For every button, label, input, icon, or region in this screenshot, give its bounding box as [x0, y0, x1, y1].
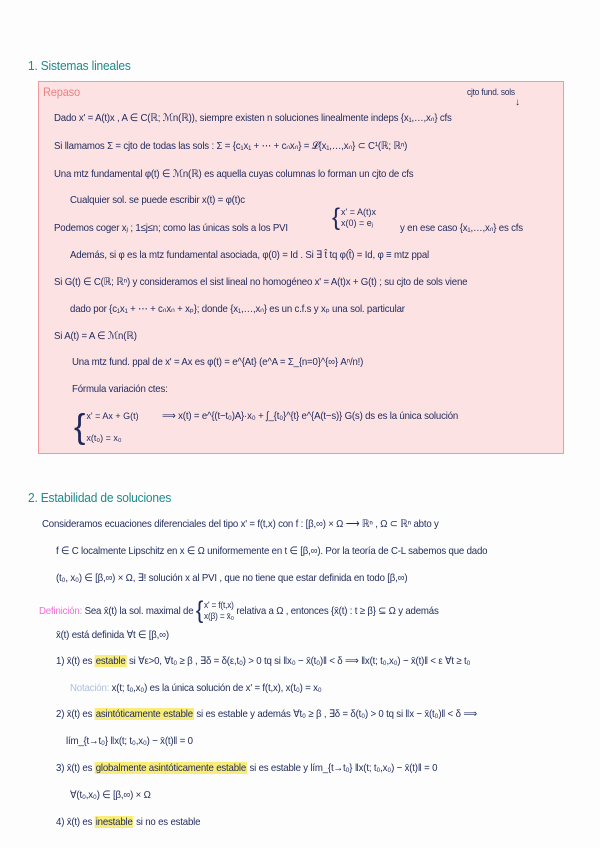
variation-system — [74, 405, 139, 449]
pvi-eq-2: x(0) = eⱼ — [341, 218, 374, 228]
intro-line-2: f ∈ C localmente Lipschitz en x ∈ Ω uniformemente en t ∈ [β,∞). Por la teoría de C-L sabemos que dado — [56, 545, 488, 557]
intro-line-3: (t₀, x₀) ∈ [β,∞) × Ω, ∃! solución x al PVI , que no tiene que estar definida en todo [β,∞) — [56, 572, 408, 584]
notation-line — [70, 682, 322, 694]
variation-formula: ⟹ x(t) = e^{(t−t₀)A}·x₀ + ∫_{t₀}^{t} e^{A(t−s)} G(s) ds es la única solución — [162, 410, 459, 422]
definition-line — [39, 599, 439, 623]
repaso-line-5b: y en ese caso {x₁,…,xₙ} es cfs — [400, 222, 523, 234]
variation-eq-1: x' = Ax + G(t) — [86, 411, 139, 421]
highlight-estable: estable — [95, 655, 126, 667]
repaso-line-7: Si G(t) ∈ C(ℝ; ℝⁿ) y consideramos el sist lineal no homogéneo x' = A(t)x + G(t) ; su cjto de sols viene — [54, 276, 468, 288]
highlight-globalmente-asintoticamente-estable: globalmente asintóticamente estable — [95, 762, 247, 774]
annotation-cjto-fund-sols: cjto fund. sols — [467, 87, 515, 97]
brace-icon: { — [332, 204, 341, 231]
arrow-down-icon: ↓ — [515, 97, 520, 108]
repaso-label: Repaso — [43, 85, 80, 99]
definition-text-after: relativa a Ω , entonces {x̄(t) : t ≥ β} ⊆ Ω y además — [236, 604, 439, 617]
section-title-estabilidad: 2. Estabilidad de soluciones — [28, 490, 172, 505]
item-3-rest: si es estable y lím_{t→t₀} ‖x(t; t₀,x₀) − x̄(t)‖ = 0 — [249, 762, 438, 774]
item-2-continuation: lím_{t→t₀} ‖x(t; t₀,x₀) − x̄(t)‖ = 0 — [66, 735, 193, 747]
highlight-inestable: inestable — [95, 816, 133, 828]
item-4-prefix: 4) x̄(t) es — [56, 816, 93, 828]
item-1-prefix: 1) x̄(t) es — [56, 655, 93, 667]
definition-text-before: Sea x̄(t) la sol. maximal de — [84, 604, 194, 617]
definition-label: Definición: — [39, 604, 83, 617]
pvi-eq-1: x' = A(t)x — [341, 207, 376, 217]
pvi-system — [332, 206, 376, 230]
repaso-line-9: Si A(t) = A ∈ ℳn(ℝ) — [54, 330, 137, 342]
item-3-prefix: 3) x̄(t) es — [56, 762, 93, 774]
repaso-line-8: dado por {c₁x₁ + ⋯ + cₙxₙ + xₚ}; donde {x₁,…,xₙ} es un c.f.s y xₚ una sol. particular — [70, 303, 405, 315]
item-3-continuation: ∀(t₀,x₀) ∈ [β,∞) × Ω — [70, 789, 151, 801]
notation-label: Notación: — [70, 682, 110, 694]
repaso-line-2: Si llamamos Σ = cjto de todas las sols : Σ = {c₁x₁ + ⋯ + cₙxₙ} = 𝓛{x₁,…,xₙ} ⊂ C¹(ℝ; ℝⁿ) — [54, 140, 408, 152]
item-inestable — [56, 816, 200, 828]
repaso-box — [38, 81, 564, 454]
item-globalmente-asintoticamente-estable — [56, 762, 437, 774]
section-title-sistemas-lineales: 1. Sistemas lineales — [28, 58, 131, 73]
item-estable — [56, 655, 470, 667]
variation-eq-2: x(t₀) = x₀ — [86, 433, 122, 443]
repaso-line-4: Cualquier sol. se puede escribir x(t) = φ(t)c — [70, 194, 245, 206]
notation-text: x(t; t₀,x₀) es la única solución de x' = f(t,x), x(t₀) = x₀ — [111, 682, 322, 694]
brace-icon: { — [195, 597, 204, 624]
definition-eq-1: x' = f(t,x) — [204, 600, 234, 610]
item-2-prefix: 2) x̄(t) es — [56, 708, 93, 720]
item-1-rest: si ∀ε>0, ∀t₀ ≥ β , ∃δ = δ(ε,t₀) > 0 tq si ‖x₀ − x̄(t₀)‖ < δ ⟹ ‖x(t; t₀,x₀) − x̄(t)‖ < ε ∀t ≥ t₀ — [128, 655, 471, 667]
intro-line-1: Consideramos ecuaciones diferenciales del tipo x' = f(t,x) con f : [β,∞) × Ω ⟶ ℝⁿ , Ω ⊂ ℝⁿ abto y — [42, 518, 439, 530]
definition-line-2: x̄(t) está definida ∀t ∈ [β,∞) — [56, 629, 169, 641]
repaso-line-3: Una mtz fundamental φ(t) ∈ ℳn(ℝ) es aquella cuyas columnas lo forman un cjto de cfs — [54, 168, 414, 180]
repaso-line-10: Una mtz fund. ppal de x' = Ax es φ(t) = e^{At} (e^A = Σ_{n=0}^{∞} Aⁿ/n!) — [72, 356, 364, 368]
brace-icon: { — [74, 408, 86, 446]
highlight-asintoticamente-estable: asintóticamente estable — [95, 708, 193, 720]
item-2-rest: si es estable y además ∀t₀ ≥ β , ∃δ = δ(t₀) > 0 tq si ‖x − x̄(t₀)‖ < δ ⟹ — [196, 708, 477, 720]
repaso-line-5: Podemos coger xⱼ ; 1≤j≤n; como las únicas sols a los PVI — [54, 222, 288, 234]
definition-eq-2: x(β) = x̄₀ — [204, 611, 234, 621]
item-4-rest: si no es estable — [136, 816, 201, 828]
repaso-line-1: Dado x' = A(t)x , A ∈ C(ℝ; ℳn(ℝ)), siempre existen n soluciones linealmente indeps {x₁,…,xₙ} cfs — [54, 112, 452, 124]
repaso-line-6: Además, si φ es la mtz fundamental asociada, φ(0) = Id . Si ∃ t̂ tq φ(t̂) = Id, φ ≡ mtz ppal — [70, 249, 430, 261]
item-asintoticamente-estable — [56, 708, 477, 720]
repaso-line-11: Fórmula variación ctes: — [72, 383, 168, 395]
